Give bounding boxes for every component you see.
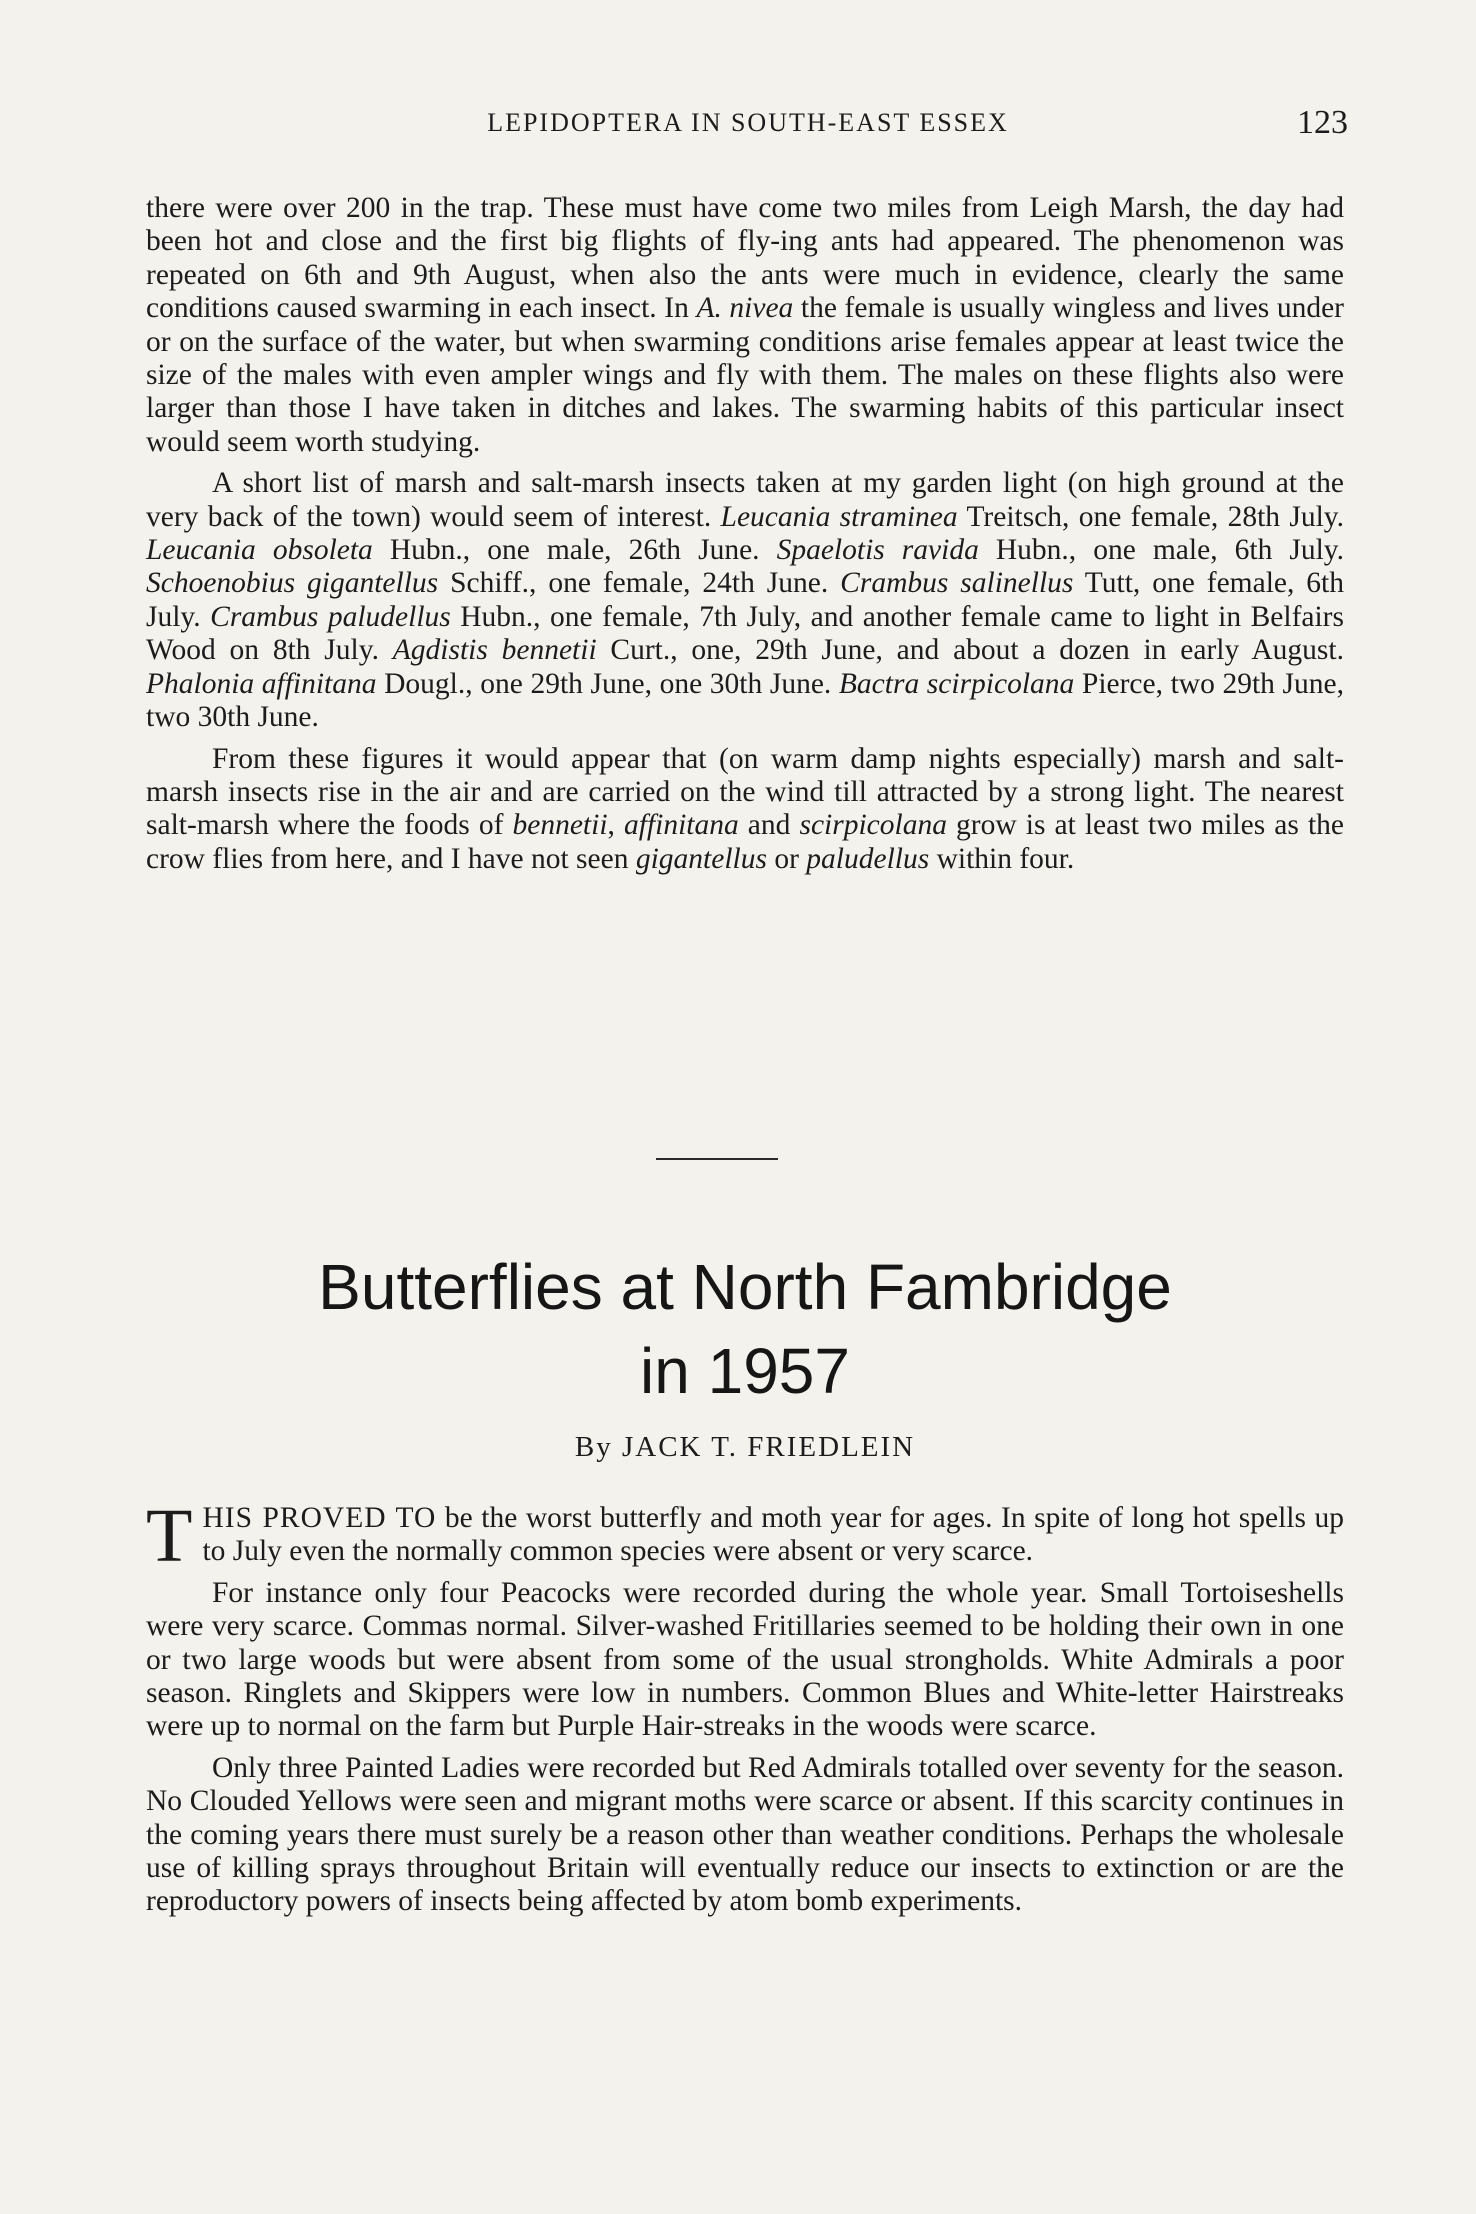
byline: By JACK T. FRIEDLEIN — [574, 1431, 916, 1463]
running-head-title: LEPIDOPTERA IN SOUTH-EAST ESSEX — [487, 108, 1009, 137]
article-body — [146, 1494, 1344, 1919]
page-number: 123 — [1297, 104, 1348, 141]
paragraph-species-list: A short list of marsh and salt-marsh insects taken at my garden light (on high ground at the very back of the town) would seem of interest. Leucania straminea Treitsch, one female, 28th July. Leucania obsoleta Hubn., one male, 26th June. Spaelotis ravida Hubn., one male, 6th July. Schoenobius gigantellus Schiff., one female, 24th June. Crambus salinellus Tutt, one female, 6th July. Crambus paludellus Hubn., one female, 7th July, and another female came to light in Belfairs Wood on 8th July. Agdistis bennetii Curt., one, 29th June, and about a dozen in early August. Phalonia affinitana Dougl., one 29th June, one 30th June. Bactra scirpicolana Pierce, two 29th June, two 30th June. — [146, 467, 1344, 734]
paragraph-conclusion: From these figures it would appear that (on warm damp nights especially) marsh and salt-marsh insects rise in the air and are carried on the wind till attracted by a strong light. The nearest salt-marsh where the foods of bennetii, affinitana and scirpicolana grow is at least two miles as the crow flies from here, and I have not seen gigantellus or paludellus within four. — [146, 742, 1344, 875]
article-title-line-2: in 1957 — [640, 1335, 850, 1407]
paragraph-intro: THIS PROVED TO be the worst butterfly and moth year for ages. In spite of long hot spells up to July even the normally common species were absent or very scarce. — [146, 1494, 1344, 1578]
article-title-line-1: Butterflies at North Fambridge — [318, 1251, 1172, 1323]
previous-article-text — [146, 192, 1344, 876]
paragraph-swarming: there were over 200 in the trap. These must have come two miles from Leigh Marsh, the day had been hot and close and the first big flights of fly-ing ants had appeared. The phenomenon was repeated on 6th and 9th August, when also the ants were much in evidence, clearly the same conditions caused swarming in each insect. In A. nivea the female is usually wingless and lives under or on the surface of the water, but when swarming conditions arise females appear at least twice the size of the males with even ampler wings and fly with them. The males on these flights also were larger than those I have taken in ditches and lakes. The swarming habits of this particular insect would seem worth studying. — [146, 192, 1344, 458]
paragraph-species-observations: For instance only four Peacocks were recorded during the whole year. Small Tortoiseshells were very scarce. Commas normal. Silver-washed Fritillaries seemed to be holding their own in one or two large woods but were absent from some of the usual strongholds. White Admirals a poor season. Ringlets and Skippers were low in numbers. Common Blues and White-letter Hairstreaks were up to normal on the farm but Purple Hair-streaks in the woods were scarce. — [146, 1576, 1344, 1743]
drop-cap: T — [146, 1494, 193, 1578]
paragraph-migrants: Only three Painted Ladies were recorded but Red Admirals totalled over seventy for the season. No Clouded Yellows were seen and migrant moths were scarce or absent. If this scarcity continues in the coming years there must surely be a reason other than weather conditions. Perhaps the wholesale use of killing sprays throughout Britain will eventually reduce our insects to extinction or are the reproductory powers of insects being affected by atom bomb experiments. — [146, 1751, 1344, 1918]
article-title — [146, 1245, 1344, 1413]
running-head — [148, 104, 1348, 144]
section-divider — [656, 1158, 778, 1160]
